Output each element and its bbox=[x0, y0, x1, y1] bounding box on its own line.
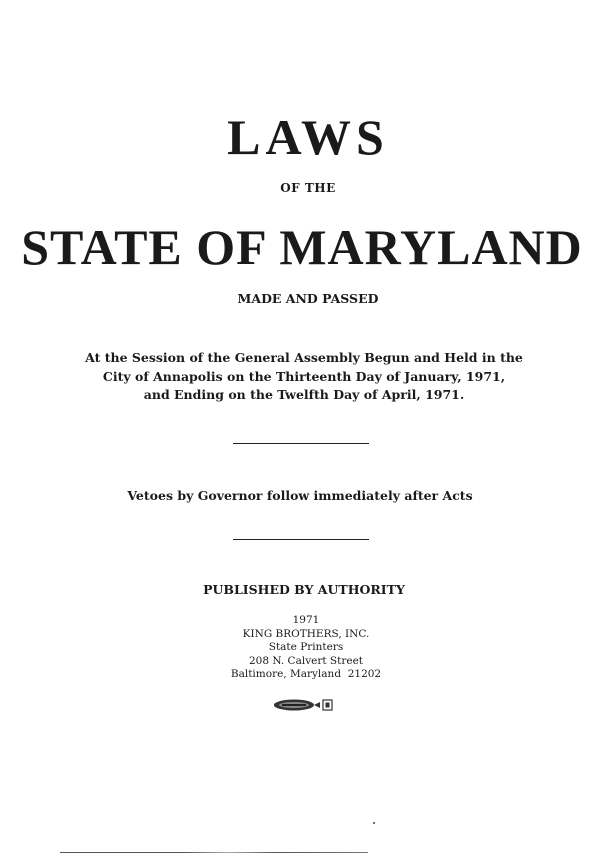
made-and-passed-line: MADE AND PASSED bbox=[237, 291, 379, 306]
imprint-city: Baltimore, Maryland 21202 bbox=[230, 668, 382, 680]
printer-imprint bbox=[6, 614, 600, 682]
imprint-street: 208 N. Calvert Street bbox=[248, 654, 364, 667]
scan-edge-line bbox=[60, 852, 368, 853]
print-speck bbox=[373, 822, 375, 824]
session-line-3: and Ending on the Twelfth Day of April, 1971. bbox=[143, 387, 465, 402]
imprint-printer: KING BROTHERS, INC. bbox=[242, 627, 370, 640]
divider-rule bbox=[233, 539, 369, 540]
session-line-2: City of Annapolis on the Thirteenth Day of January, 1971, bbox=[102, 368, 506, 384]
published-by-authority: PUBLISHED BY AUTHORITY bbox=[203, 582, 405, 597]
session-line-1: At the Session of the General Assembly Begun and Held in the bbox=[85, 350, 523, 365]
imprint-year: 1971 bbox=[292, 614, 320, 626]
main-title: LAWS bbox=[227, 109, 389, 165]
vetoes-note: Vetoes by Governor follow immediately after Acts bbox=[127, 488, 473, 503]
imprint-role: State Printers bbox=[268, 641, 344, 653]
union-label-icon bbox=[268, 698, 348, 712]
session-description bbox=[4, 349, 600, 405]
divider-rule bbox=[233, 443, 369, 444]
state-title: STATE OF MARYLAND bbox=[21, 219, 583, 275]
of-the-line: OF THE bbox=[280, 181, 336, 195]
